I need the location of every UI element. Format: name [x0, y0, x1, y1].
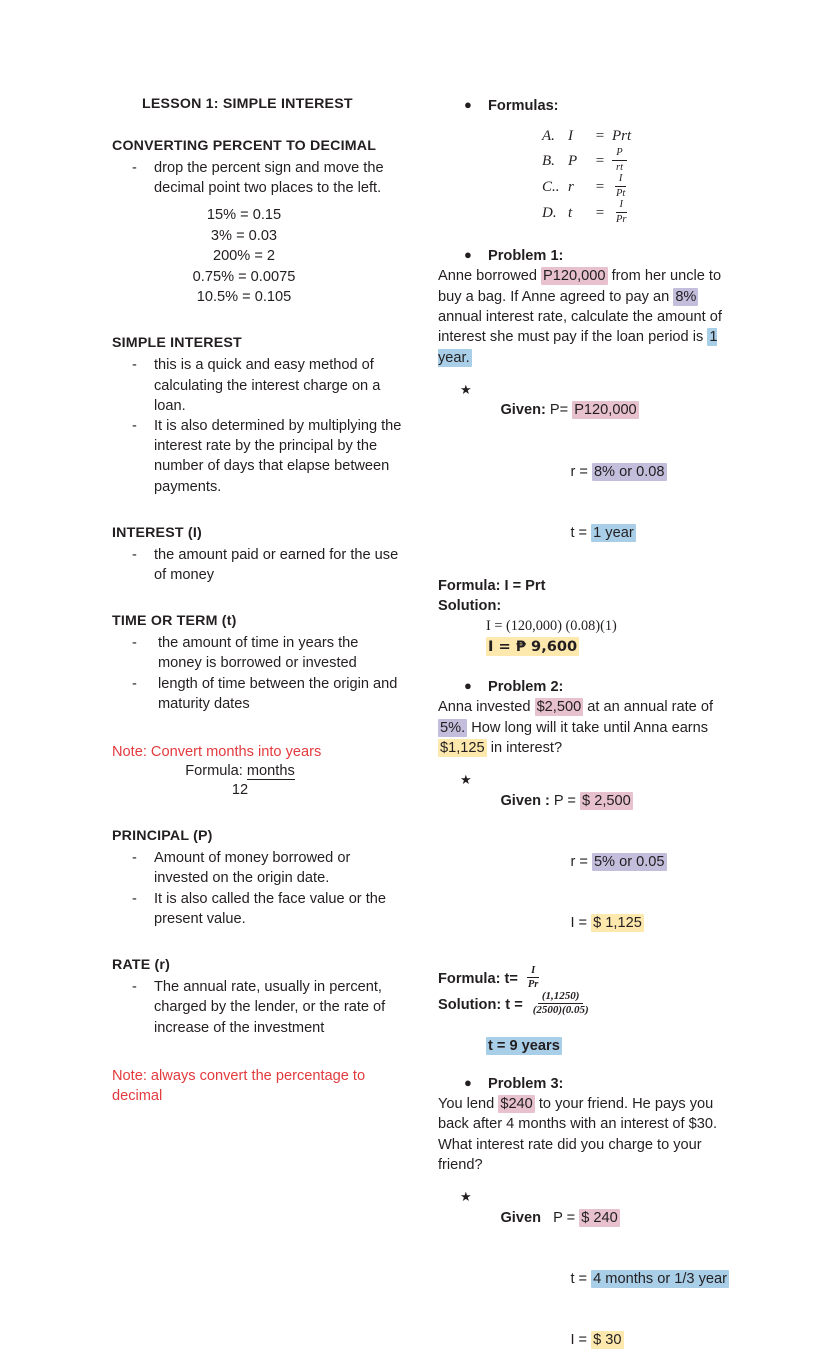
problem3-text	[438, 1094, 738, 1175]
problem3-label: Problem 3:	[488, 1075, 564, 1092]
given-value: 4 months or 1/3 year	[593, 1270, 727, 1287]
list-item-text: this is a quick and easy method of calculating the interest charge on a loan.	[154, 357, 381, 414]
problem2-label: Problem 2:	[488, 679, 564, 696]
given-line	[468, 831, 738, 892]
problem1-heading	[438, 246, 738, 266]
formula-equals: =	[595, 205, 605, 222]
fraction-numerator: months	[246, 763, 295, 780]
dash-bullet: -	[132, 546, 137, 563]
problem2-answer: t = 9 years	[488, 1037, 560, 1054]
list-item	[112, 355, 402, 416]
right-column	[438, 96, 738, 1371]
given-line	[468, 1249, 738, 1310]
formula-equals: =	[595, 128, 605, 145]
problem3-heading	[438, 1074, 738, 1094]
fraction-numerator: (1,1250)	[538, 991, 584, 1005]
given-value: $ 2,500	[582, 792, 631, 809]
fraction-numerator: I	[615, 173, 627, 187]
example-line: 10.5% = 0.105	[196, 289, 292, 306]
page-title: LESSON 1: SIMPLE INTEREST	[142, 96, 353, 112]
star-bullet-icon: ★	[460, 772, 472, 788]
star-bullet-icon: ★	[460, 1189, 472, 1205]
given-value: 1 year	[593, 524, 634, 541]
dash-bullet: -	[132, 850, 137, 867]
dash-bullet: -	[132, 675, 137, 692]
given-label: t =	[570, 1270, 588, 1287]
given-first-line	[468, 380, 738, 441]
formula-lhs: r	[568, 179, 574, 196]
left-column	[112, 96, 402, 1106]
list-item	[112, 416, 402, 497]
formula-fraction	[612, 147, 627, 173]
list-item-text: drop the percent sign and move the decimal point two places to the left.	[154, 160, 384, 197]
formulas-heading	[438, 96, 738, 116]
text-run: How long will it take until Anna earns	[467, 719, 709, 736]
given-value: 8% or 0.08	[593, 463, 665, 480]
formula-rhs: Prt	[612, 128, 632, 145]
formulas-label: Formulas:	[488, 98, 559, 114]
given-word: Given:	[500, 402, 546, 419]
highlighted-value: $2,500	[536, 699, 582, 716]
given-word: Given	[500, 1209, 541, 1226]
formula-lhs: I	[568, 128, 573, 145]
text-run: You lend	[438, 1096, 499, 1113]
list-item	[112, 158, 402, 198]
fraction-denominator-row	[112, 781, 402, 800]
list-simple-interest	[112, 355, 402, 496]
fraction-numerator: I	[527, 965, 539, 979]
formula-label: Formula:	[185, 763, 243, 780]
text-run: from her uncle to buy a bag. If Anne agreed to pay an	[438, 268, 722, 305]
formula-key: A.	[542, 128, 555, 145]
formula-fraction	[612, 199, 631, 225]
problem2-text	[438, 697, 738, 758]
given-first-line	[468, 770, 738, 831]
list-item-text: It is also determined by multiplying the interest rate by the principal by the number of days that elapse between payments.	[154, 418, 402, 495]
fraction-numerator: P	[612, 147, 626, 161]
example-line: 15% = 0.15	[206, 207, 282, 224]
text-run: annual interest rate, calculate the amount of interest she must pay if the loan period is	[438, 309, 722, 346]
problem2-formula	[438, 966, 738, 992]
problem1-solution-step	[438, 616, 738, 636]
formula-row-d	[438, 200, 738, 226]
solution-label: Solution: t =	[438, 996, 523, 1013]
given-label: P =	[553, 792, 576, 809]
fraction-denominator: Pt	[616, 187, 626, 199]
heading-converting: CONVERTING PERCENT TO DECIMAL	[112, 138, 377, 154]
text-run: at an annual rate of	[583, 699, 714, 716]
note-convert-months: Note: Convert months into years	[112, 744, 322, 761]
dash-bullet: -	[132, 418, 137, 435]
list-interest	[112, 545, 402, 585]
text-run: in interest?	[486, 739, 563, 756]
formula-row-c	[438, 174, 738, 200]
given-label: P=	[549, 402, 569, 419]
list-principal	[112, 848, 402, 929]
given-label: P =	[553, 1209, 576, 1226]
fraction-denominator: Pr	[616, 213, 627, 225]
given-value: $ 240	[581, 1209, 618, 1226]
heading-principal: PRINCIPAL (P)	[112, 828, 213, 845]
problem2-heading	[438, 677, 738, 697]
given-value: 5% or 0.05	[593, 853, 665, 870]
highlighted-value: P120,000	[543, 268, 606, 285]
list-item-text: the amount of time in years the money is borrowed or invested	[158, 635, 359, 672]
dash-bullet: -	[132, 635, 137, 652]
bullet-dot-icon: ●	[464, 1074, 472, 1090]
formula-equals: =	[595, 179, 605, 196]
given-label: I =	[570, 915, 588, 932]
dash-bullet: -	[132, 979, 137, 996]
solution-text: I = (120,000) (0.08)(1)	[486, 618, 617, 635]
list-item	[112, 848, 402, 888]
fraction-numerator: I	[616, 199, 628, 213]
text-run: Anne borrowed	[438, 268, 542, 285]
given-label: r =	[570, 853, 588, 870]
example-line: 0.75% = 0.0075	[192, 268, 296, 285]
heading-rate: RATE (r)	[112, 957, 171, 974]
list-rate	[112, 977, 402, 1038]
bullet-dot-icon: ●	[464, 97, 472, 112]
formula-row-b	[438, 148, 738, 174]
list-item-text: It is also called the face value or the present value.	[154, 890, 387, 927]
list-item-text: the amount paid or earned for the use of money	[154, 546, 399, 584]
formula-key: B.	[542, 153, 555, 170]
list-item-text: The annual rate, usually in percent, charged by the lender, or the rate of increase of the investment	[154, 979, 386, 1036]
example-line: 3% = 0.03	[210, 227, 278, 244]
problem2-answer-row	[438, 1038, 738, 1054]
fraction-denominator: 12	[231, 782, 249, 799]
highlighted-value: 1 year.	[438, 329, 718, 366]
solution-answer-text: I = ₱ 9,600	[488, 637, 578, 655]
highlighted-value: 5%.	[440, 719, 466, 736]
problem1-text	[438, 266, 738, 367]
formula-list	[438, 124, 738, 226]
list-item	[112, 977, 402, 1038]
heading-interest: INTEREST (I)	[112, 524, 202, 541]
example-line: 200% = 2	[212, 248, 276, 265]
problem2-given	[438, 770, 738, 954]
given-value: $ 1,125	[593, 915, 642, 932]
list-item	[112, 889, 402, 929]
given-word: Given :	[500, 792, 550, 809]
dash-bullet: -	[132, 357, 137, 374]
problem1-label: Problem 1:	[488, 248, 564, 265]
dash-bullet: -	[132, 160, 137, 176]
text-run: Anna invested	[438, 699, 535, 716]
given-line	[468, 1310, 738, 1371]
given-line	[468, 502, 738, 563]
fraction-denominator: rt	[616, 161, 624, 173]
formula-fraction	[524, 965, 543, 991]
list-item	[112, 674, 402, 714]
bullet-dot-icon: ●	[464, 678, 472, 694]
highlighted-value: $1,125	[440, 739, 485, 756]
formula-equals: =	[595, 153, 605, 170]
fraction-denominator: (2500)(0.05)	[532, 1004, 589, 1017]
given-first-line	[468, 1187, 738, 1248]
months-formula	[112, 762, 402, 781]
bullet-dot-icon: ●	[464, 247, 472, 263]
formula-lhs: P	[568, 153, 578, 170]
problem1-given	[438, 380, 738, 564]
list-converting	[112, 158, 402, 198]
heading-simple-interest: SIMPLE INTEREST	[112, 335, 242, 352]
list-item-text: length of time between the origin and maturity dates	[158, 675, 398, 712]
formula-row-a	[438, 124, 738, 148]
formula-key: D.	[542, 205, 557, 222]
fraction-denominator: Pr	[527, 979, 539, 991]
highlighted-value: 8%	[675, 288, 697, 305]
problem1-solution-label: Solution:	[438, 597, 502, 614]
problem3-given	[438, 1187, 738, 1371]
list-item-text: Amount of money borrowed or invested on the origin date.	[154, 850, 351, 887]
star-bullet-icon: ★	[460, 381, 472, 397]
list-item	[112, 633, 402, 673]
highlighted-value: $240	[500, 1096, 533, 1113]
given-label: t =	[570, 524, 588, 541]
formula-label: Formula: t=	[438, 970, 518, 987]
formula-key: C..	[542, 179, 560, 196]
given-value: P120,000	[574, 402, 637, 419]
dash-bullet: -	[132, 890, 137, 907]
given-value: $ 30	[593, 1332, 622, 1349]
given-line	[468, 441, 738, 502]
list-item	[112, 545, 402, 585]
problem1-solution-answer	[438, 637, 738, 657]
formula-fraction	[612, 173, 629, 199]
problem1-formula: Formula: I = Prt	[438, 577, 546, 594]
formula-lhs: t	[568, 205, 573, 222]
given-line	[468, 893, 738, 954]
heading-time-or-term: TIME OR TERM (t)	[112, 613, 237, 630]
list-time-or-term	[112, 633, 402, 714]
solution-fraction	[529, 991, 593, 1017]
note-convert-decimal: Note: always convert the percentage to decimal	[112, 1067, 366, 1104]
given-label: I =	[570, 1332, 588, 1349]
given-label: r =	[570, 463, 588, 480]
problem2-solution	[438, 989, 738, 1018]
text-run: to your friend. He pays you back after 4 months with an interest of $30. What interest rate did you charge to your friend?	[438, 1096, 718, 1174]
